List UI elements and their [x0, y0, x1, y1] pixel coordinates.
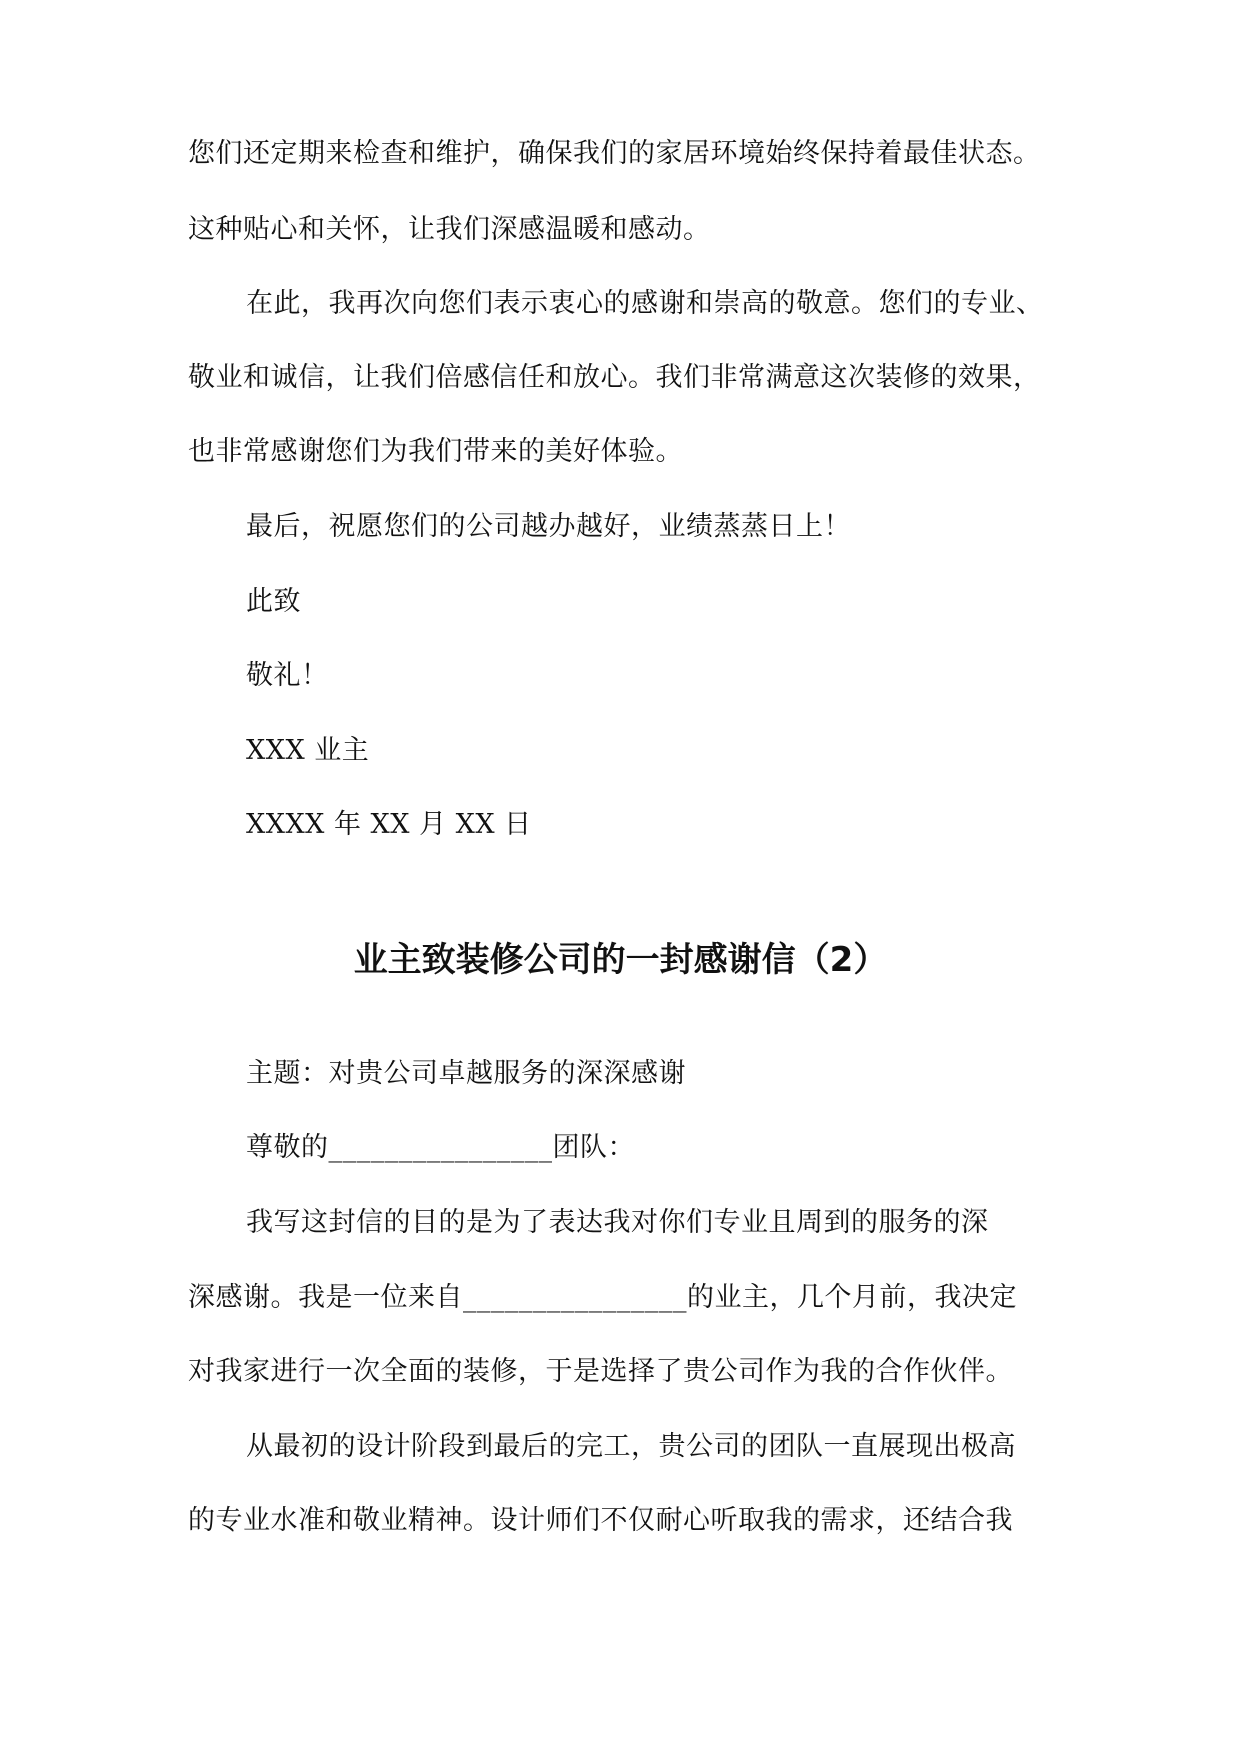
letter2-paragraph-1-line-2: 深感谢。我是一位来自________________的业主，几个月前，我决定 — [188, 1282, 1017, 1313]
letter2-title: 业主致装修公司的一封感谢信（2） — [353, 940, 888, 980]
letter1-paragraph-1-line-1: 您们还定期来检查和维护，确保我们的家居环境始终保持着最佳状态。 — [188, 138, 1041, 169]
letter2-paragraph-2-line-1: 从最初的设计阶段到最后的完工，贵公司的团队一直展现出极高 — [246, 1431, 1016, 1462]
letter1-signature: XXX 业主 — [246, 735, 370, 766]
letter1-paragraph-1-line-2: 这种贴心和关怀，让我们深感温暖和感动。 — [188, 214, 711, 245]
letter1-closing-wish: 最后，祝愿您们的公司越办越好，业绩蒸蒸日上！ — [246, 511, 851, 542]
letter1-salutation-2: 敬礼！ — [246, 660, 329, 691]
letter2-paragraph-2-line-2: 的专业水准和敬业精神。设计师们不仅耐心听取我的需求，还结合我 — [188, 1505, 1013, 1536]
letter1-paragraph-2-line-2: 敬业和诚信，让我们倍感信任和放心。我们非常满意这次装修的效果， — [188, 362, 1041, 393]
letter1-date: XXXX 年 XX 月 XX 日 — [246, 809, 532, 840]
letter1-paragraph-2-line-3: 也非常感谢您们为我们带来的美好体验。 — [188, 436, 683, 467]
letter1-salutation-1: 此致 — [246, 586, 301, 617]
letter1-paragraph-2-line-1: 在此，我再次向您们表示衷心的感谢和崇高的敬意。您们的专业、 — [246, 288, 1044, 319]
letter2-paragraph-1-line-1: 我写这封信的目的是为了表达我对你们专业且周到的服务的深 — [246, 1207, 989, 1238]
letter2-subject: 主题：对贵公司卓越服务的深深感谢 — [246, 1058, 686, 1089]
letter2-greeting: 尊敬的________________团队： — [246, 1132, 635, 1163]
letter2-paragraph-1-line-3: 对我家进行一次全面的装修，于是选择了贵公司作为我的合作伙伴。 — [188, 1356, 1013, 1387]
